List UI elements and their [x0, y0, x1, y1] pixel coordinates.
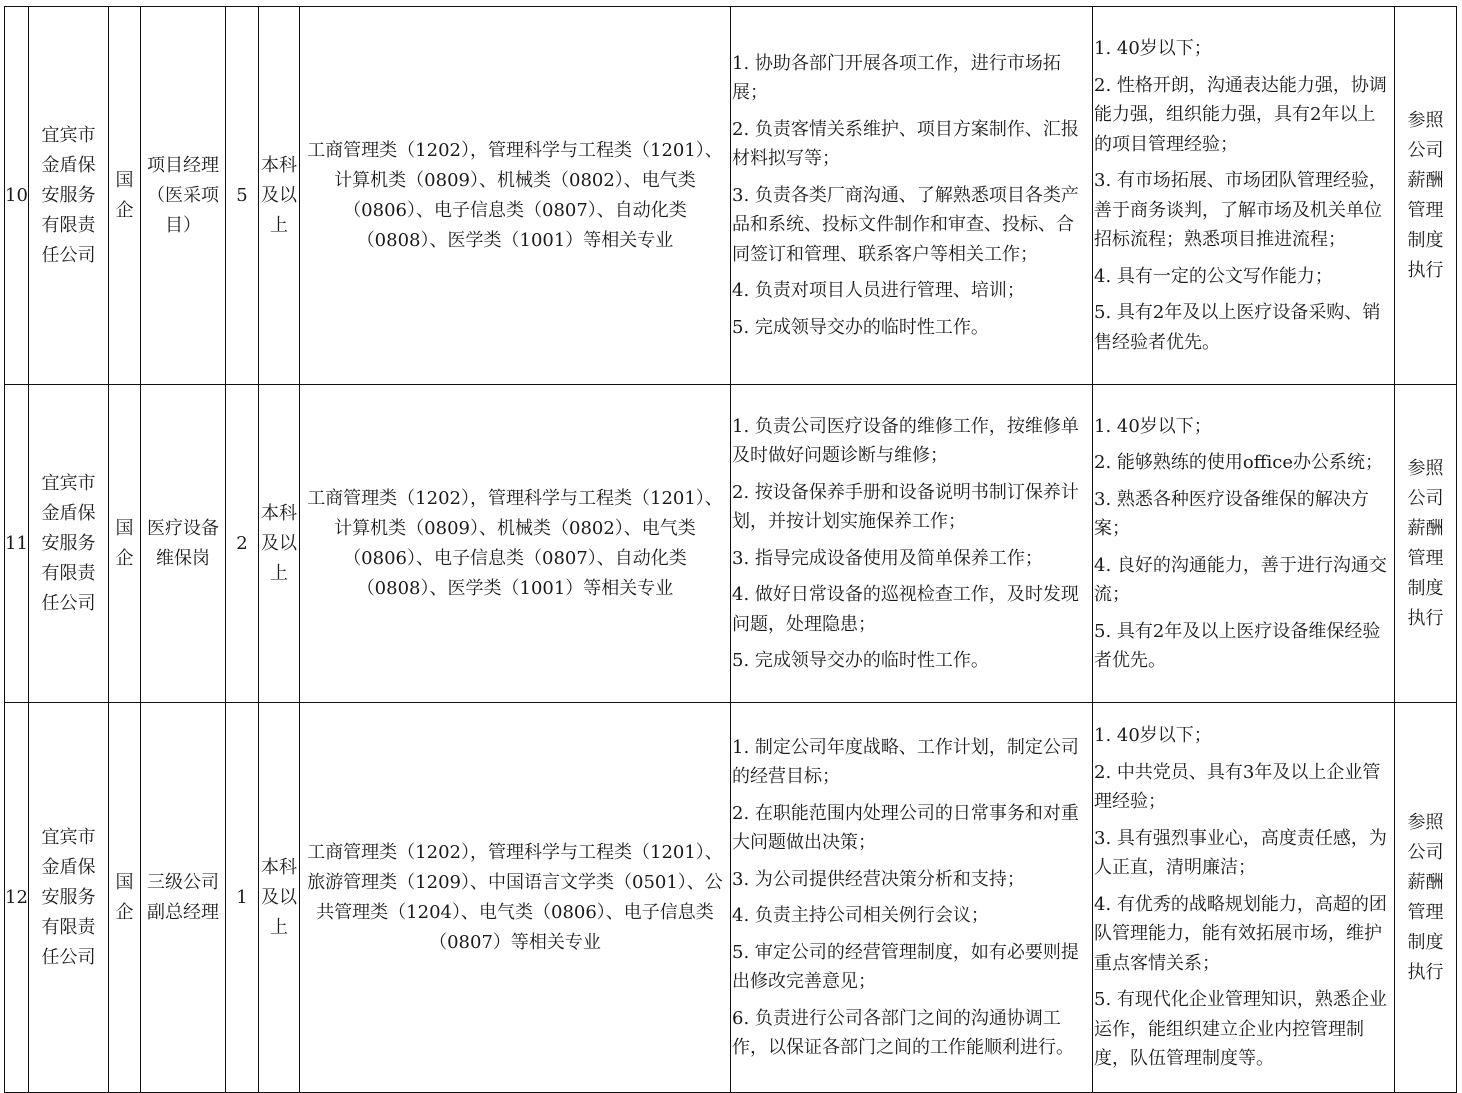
position-name — [141, 703, 226, 1093]
job-duty-item: 2. 负责客情关系维护、项目方案制作、汇报材料拟写等； — [732, 118, 1079, 170]
table-body — [5, 7, 1457, 1093]
major-requirement: 工商管理类（1202），管理科学与工程类（1201）、计算机类（0809）、机械类（0802）、电气类（0806）、电子信息类（0807）、自动化类（0808）、医学类（1001）等相关专业 — [300, 7, 731, 385]
position-name-line: 维保岗 — [156, 547, 210, 569]
major-requirement: 工商管理类（1202），管理科学与工程类（1201）、旅游管理类（1209）、中国语言文学类（0501）、公共管理类（1204）、电气类（0806）、电子信息类（0807）等相关专业 — [300, 703, 731, 1093]
education-line: 上 — [270, 916, 288, 938]
salary-policy-line: 制度 — [1407, 577, 1444, 599]
salary-policy-line: 公司 — [1407, 487, 1444, 509]
salary-policy-line: 执行 — [1407, 259, 1444, 281]
job-requirement-item: 4. 良好的沟通能力，善于进行沟通交流； — [1094, 554, 1387, 605]
company-name-line: 有限责 — [41, 214, 96, 236]
job-requirement-item: 5. 具有2年及以上医疗设备采购、销售经验者优先。 — [1094, 302, 1381, 353]
job-duty-item: 2. 按设备保养手册和设备说明书制订保养计划，并按计划实施保养工作； — [732, 481, 1079, 532]
position-name — [141, 7, 226, 385]
company-name-line: 任公司 — [41, 592, 96, 614]
job-duties — [731, 7, 1093, 385]
job-duty-item: 4. 负责主持公司相关例行会议； — [732, 905, 989, 926]
company-name-line: 有限责 — [41, 562, 96, 584]
company-name-line: 安服务 — [41, 886, 96, 908]
company-type — [109, 703, 141, 1093]
position-name-line: 目） — [165, 214, 201, 236]
row-number: 12 — [5, 703, 29, 1093]
job-duties — [731, 385, 1093, 703]
company-type — [109, 7, 141, 385]
education-line: 及以 — [261, 886, 297, 908]
job-requirement-item: 5. 具有2年及以上医疗设备维保经验者优先。 — [1094, 620, 1381, 671]
job-requirement-item: 1. 40岁以下； — [1094, 38, 1212, 59]
salary-policy-line: 制度 — [1407, 931, 1444, 953]
company-name-line: 有限责 — [41, 916, 96, 938]
salary-policy — [1395, 7, 1457, 385]
hiring-count: 1 — [226, 703, 259, 1093]
company-type-line: 企 — [115, 199, 134, 221]
job-duty-item: 5. 审定公司的经营管理制度，如有必要则提出修改完善意见； — [732, 941, 1079, 992]
salary-policy-line: 管理 — [1407, 199, 1444, 221]
company-type-line: 国 — [115, 169, 134, 191]
company-name — [29, 703, 109, 1093]
position-name-line: 医疗设备 — [147, 517, 219, 539]
company-name — [29, 7, 109, 385]
position-name-line: （医采项 — [147, 184, 219, 206]
salary-policy-line: 执行 — [1407, 607, 1444, 629]
company-name-line: 宜宾市 — [41, 826, 96, 848]
salary-policy-line: 参照 — [1407, 811, 1444, 833]
salary-policy-line: 执行 — [1407, 961, 1444, 983]
salary-policy — [1395, 703, 1457, 1093]
job-duty-item: 1. 制定公司年度战略、工作计划，制定公司的经营目标； — [732, 736, 1079, 787]
job-requirement-item: 3. 熟悉各种医疗设备维保的解决方案； — [1094, 488, 1369, 539]
education-line: 本科 — [261, 856, 297, 878]
table-row — [5, 703, 1457, 1093]
company-type — [109, 385, 141, 703]
job-requirement-item: 1. 40岁以下； — [1094, 415, 1212, 437]
company-type-line: 国 — [115, 517, 134, 539]
job-duty-item: 5. 完成领导交办的临时性工作。 — [732, 316, 989, 338]
company-type-line: 企 — [115, 901, 134, 923]
job-duty-item: 1. 负责公司医疗设备的维修工作，按维修单及时做好问题诊断与维修； — [732, 415, 1079, 466]
table-row — [5, 7, 1457, 385]
table-row — [5, 385, 1457, 703]
row-number: 11 — [5, 385, 29, 703]
job-duties — [731, 703, 1093, 1093]
company-name-line: 安服务 — [41, 184, 96, 206]
job-duty-item: 6. 负责进行公司各部门之间的沟通协调工作，以保证各部门之间的工作能顺利进行。 — [732, 1007, 1074, 1058]
job-requirement-item: 3. 具有强烈事业心，高度责任感，为人正直，清明廉洁； — [1094, 827, 1387, 879]
job-requirement-item: 1. 40岁以下； — [1094, 725, 1212, 747]
company-name-line: 金盾保 — [41, 154, 96, 176]
company-name-line: 任公司 — [41, 244, 96, 266]
salary-policy-line: 薪酬 — [1407, 517, 1444, 539]
position-name-line: 项目经理 — [147, 154, 219, 176]
job-duty-item: 3. 指导完成设备使用及简单保养工作； — [732, 547, 1043, 569]
company-name — [29, 385, 109, 703]
company-type-line: 国 — [115, 871, 134, 893]
position-name — [141, 385, 226, 703]
job-duty-item: 2. 在职能范围内处理公司的日常事务和对重大问题做出决策； — [732, 802, 1079, 853]
job-requirement-item: 3. 有市场拓展、市场团队管理经验，善于商务谈判，了解市场及机关单位招标流程；熟悉项目推进流程； — [1094, 170, 1387, 250]
job-duty-item: 3. 负责各类厂商沟通、了解熟悉项目各类产品和系统、投标文件制作和审查、投标、合同签订和管理、联系客户等相关工作； — [732, 184, 1079, 265]
salary-policy-line: 制度 — [1407, 229, 1444, 251]
job-requirement-item: 2. 能够熟练的使用office办公系统； — [1094, 452, 1384, 473]
position-name-line: 三级公司 — [147, 871, 219, 893]
education-line: 本科 — [261, 502, 297, 524]
job-duty-item: 4. 负责对项目人员进行管理、培训； — [732, 280, 1025, 302]
job-requirement-item: 5. 有现代化企业管理知识，熟悉企业运作，能组织建立企业内控管理制度，队伍管理制度等。 — [1094, 989, 1387, 1070]
education-line: 及以 — [261, 184, 297, 206]
job-requirement-item: 2. 性格开朗，沟通表达能力强，协调能力强，组织能力强，具有2年以上的项目管理经验； — [1094, 74, 1387, 155]
salary-policy-line: 参照 — [1407, 109, 1444, 131]
education-line: 上 — [270, 562, 288, 584]
job-requirement-item: 2. 中共党员、具有3年及以上企业管理经验； — [1094, 761, 1381, 813]
salary-policy-line: 薪酬 — [1407, 871, 1444, 893]
salary-policy — [1395, 385, 1457, 703]
recruitment-table — [4, 6, 1457, 1093]
salary-policy-line: 管理 — [1407, 547, 1444, 569]
salary-policy-line: 公司 — [1407, 139, 1444, 161]
job-requirement-item: 4. 具有一定的公文写作能力； — [1094, 265, 1333, 287]
salary-policy-line: 参照 — [1407, 457, 1444, 479]
education-requirement — [259, 385, 300, 703]
hiring-count: 5 — [226, 7, 259, 385]
education-requirement — [259, 703, 300, 1093]
company-name-line: 任公司 — [41, 946, 96, 968]
education-line: 及以 — [261, 532, 297, 554]
education-line: 上 — [270, 214, 288, 236]
company-name-line: 金盾保 — [41, 856, 96, 878]
company-name-line: 宜宾市 — [41, 472, 96, 494]
job-requirements — [1093, 385, 1395, 703]
job-duty-item: 3. 为公司提供经营决策分析和支持； — [732, 868, 1025, 890]
hiring-count: 2 — [226, 385, 259, 703]
major-requirement: 工商管理类（1202），管理科学与工程类（1201）、计算机类（0809）、机械类（0802）、电气类（0806）、电子信息类（0807）、自动化类（0808）、医学类（1001）等相关专业 — [300, 385, 731, 703]
row-number: 10 — [5, 7, 29, 385]
salary-policy-line: 管理 — [1407, 901, 1444, 923]
job-requirement-item: 4. 有优秀的战略规划能力，高超的团队管理能力，能有效拓展市场，维护重点客情关系； — [1094, 893, 1387, 974]
salary-policy-line: 薪酬 — [1407, 169, 1444, 191]
job-duty-item: 4. 做好日常设备的巡视检查工作，及时发现问题，处理隐患； — [732, 584, 1079, 635]
salary-policy-line: 公司 — [1407, 841, 1444, 863]
company-type-line: 企 — [115, 547, 134, 569]
company-name-line: 宜宾市 — [41, 124, 96, 146]
job-duty-item: 1. 协助各部门开展各项工作，进行市场拓展； — [732, 52, 1061, 104]
job-duty-item: 5. 完成领导交办的临时性工作。 — [732, 650, 989, 671]
job-requirements — [1093, 703, 1395, 1093]
company-name-line: 安服务 — [41, 532, 96, 554]
position-name-line: 副总经理 — [147, 901, 219, 923]
education-line: 本科 — [261, 154, 297, 176]
company-name-line: 金盾保 — [41, 502, 96, 524]
job-requirements — [1093, 7, 1395, 385]
education-requirement — [259, 7, 300, 385]
